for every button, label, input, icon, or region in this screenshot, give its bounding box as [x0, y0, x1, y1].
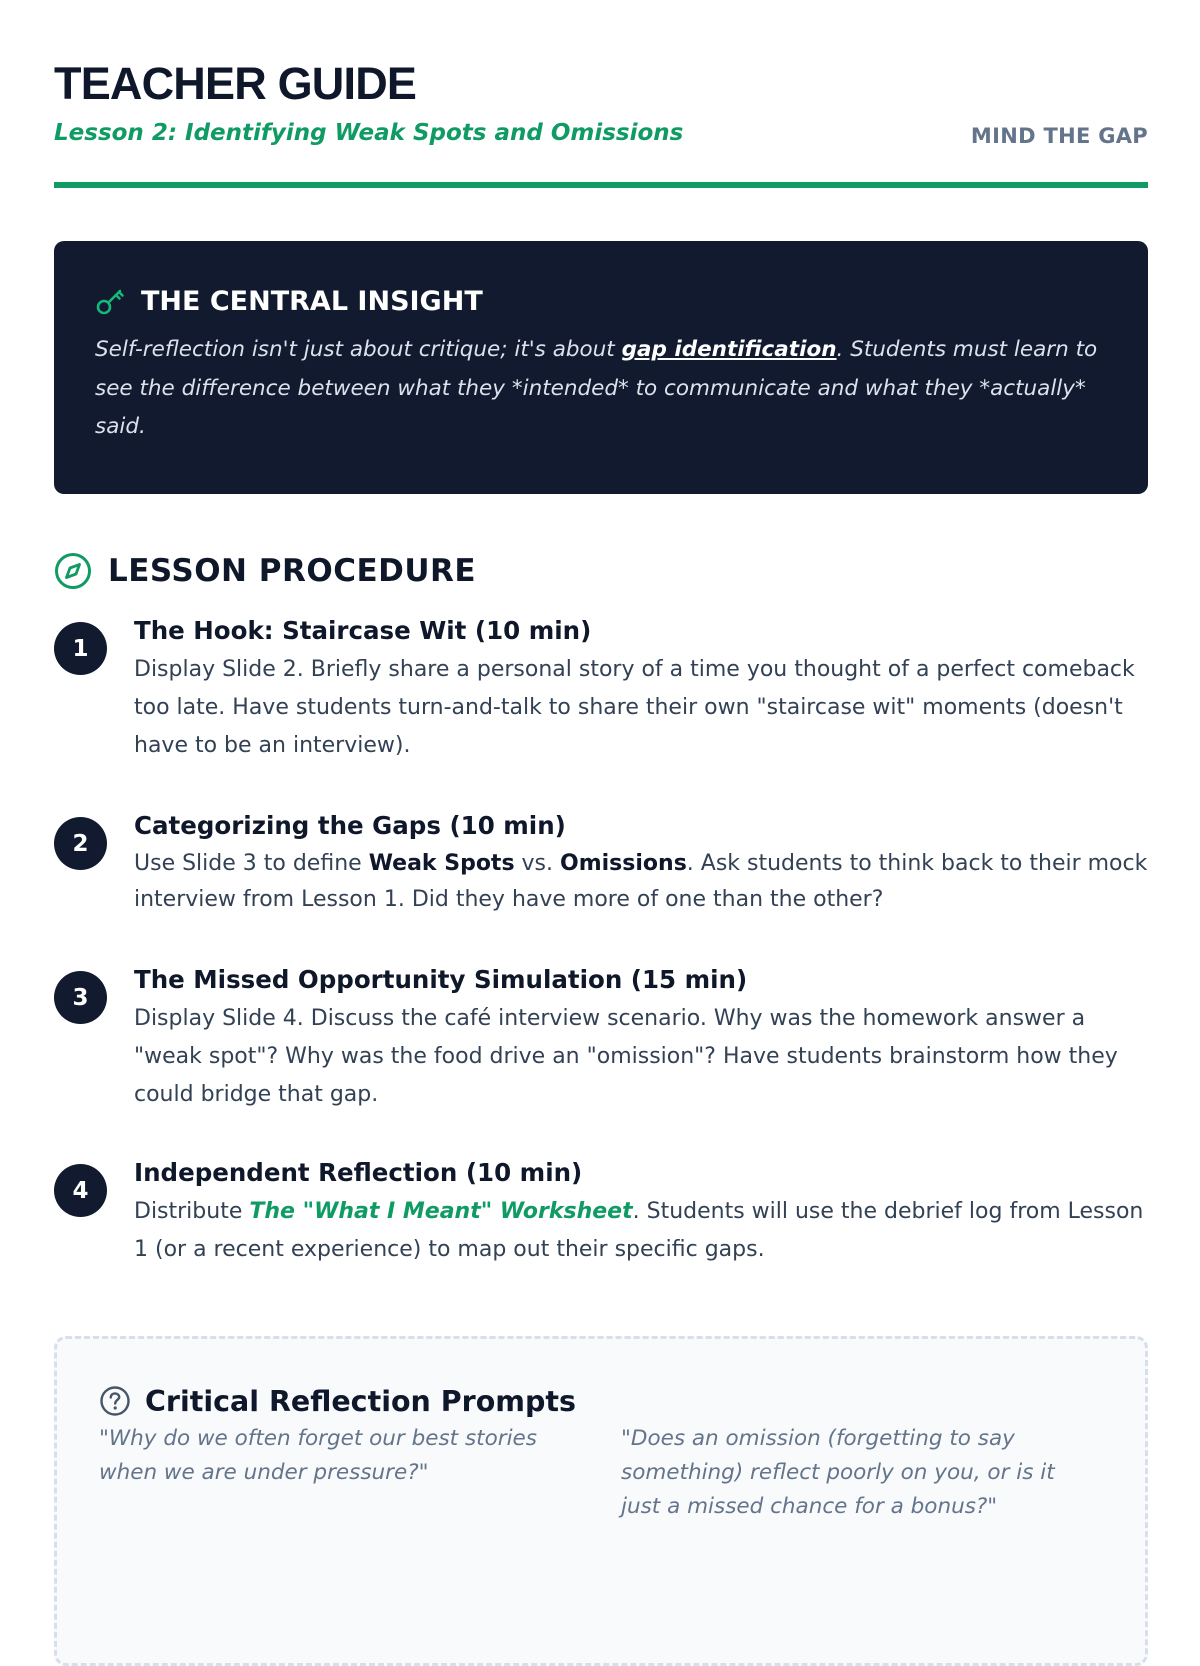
step-title: Independent Reflection (10 min) — [134, 1158, 583, 1187]
lesson-subtitle: Lesson 2: Identifying Weak Spots and Omissions — [54, 120, 684, 146]
question-circle-icon — [99, 1385, 131, 1417]
reflection-heading — [99, 1381, 1103, 1421]
step-content — [134, 963, 1148, 1114]
step-title: The Missed Opportunity Simulation (15 min) — [134, 965, 748, 994]
step-text-part: vs. — [514, 851, 561, 876]
step-title: Categorizing the Gaps (10 min) — [134, 811, 566, 840]
insight-text-end: . Students must learn to see the difference between what they *intended* to communicate and what they *actually* said. — [95, 337, 1098, 439]
critical-reflection-card — [54, 1336, 1148, 1666]
key-icon — [95, 285, 127, 317]
step-text-part: . Ask students to think back to their mock interview from Lesson 1. Did they have more of one than the other? — [134, 851, 1148, 912]
compass-icon — [54, 552, 92, 590]
step-number: 3 — [54, 971, 107, 1024]
step-text: Display Slide 2. Briefly share a personal story of a time you thought of a perfect comeback too late. Have students turn-and-talk to share their own "staircase wit" moments (doesn't have to be an interview). — [134, 657, 1135, 758]
step-text-part: . Students will use the debrief log from Lesson 1 (or a recent experience) to map out their specific gaps. — [134, 1199, 1144, 1262]
central-insight-card — [54, 241, 1148, 494]
insight-text-start: Self-reflection isn't just about critique; it's about — [95, 337, 622, 362]
step-content — [134, 614, 1148, 765]
worksheet-title: The "What I Meant" Worksheet — [249, 1199, 633, 1224]
step-content — [134, 1156, 1148, 1269]
step-text — [134, 846, 1148, 918]
step-text-part: Use Slide 3 to define — [134, 851, 369, 876]
step-title: The Hook: Staircase Wit (10 min) — [134, 616, 592, 645]
lesson-procedure-heading — [54, 551, 476, 591]
step-text-part: Distribute — [134, 1199, 250, 1224]
reflection-prompt: "Does an omission (forgetting to say something) reflect poorly on you, or is it just a missed chance for a bonus?" — [621, 1426, 1055, 1519]
page-title: TEACHER GUIDE — [54, 58, 417, 109]
step-text — [134, 1193, 1148, 1269]
page-header — [54, 0, 1148, 188]
step-number: 1 — [54, 622, 107, 675]
step-content — [134, 809, 1148, 918]
step-text: Display Slide 4. Discuss the café interview scenario. Why was the homework answer a "weak spot"? Why was the food drive an "omission"? Have students brainstorm how they could bridge that gap. — [134, 1006, 1118, 1107]
reflection-prompt: "Why do we often forget our best stories when we are under pressure?" — [99, 1426, 537, 1485]
reflection-title: Critical Reflection Prompts — [145, 1384, 576, 1418]
brand-label: MIND THE GAP — [970, 124, 1148, 148]
omissions-term: Omissions — [560, 851, 687, 876]
weak-spots-term: Weak Spots — [368, 851, 515, 876]
insight-heading — [95, 281, 1108, 321]
insight-text — [95, 331, 1108, 447]
insight-key-term: gap identification — [621, 337, 837, 362]
teacher-guide-page — [54, 0, 1148, 1519]
procedure-title: LESSON PROCEDURE — [108, 553, 477, 589]
step-number: 4 — [54, 1164, 107, 1217]
insight-title: THE CENTRAL INSIGHT — [141, 285, 483, 317]
step-number: 2 — [54, 817, 107, 870]
